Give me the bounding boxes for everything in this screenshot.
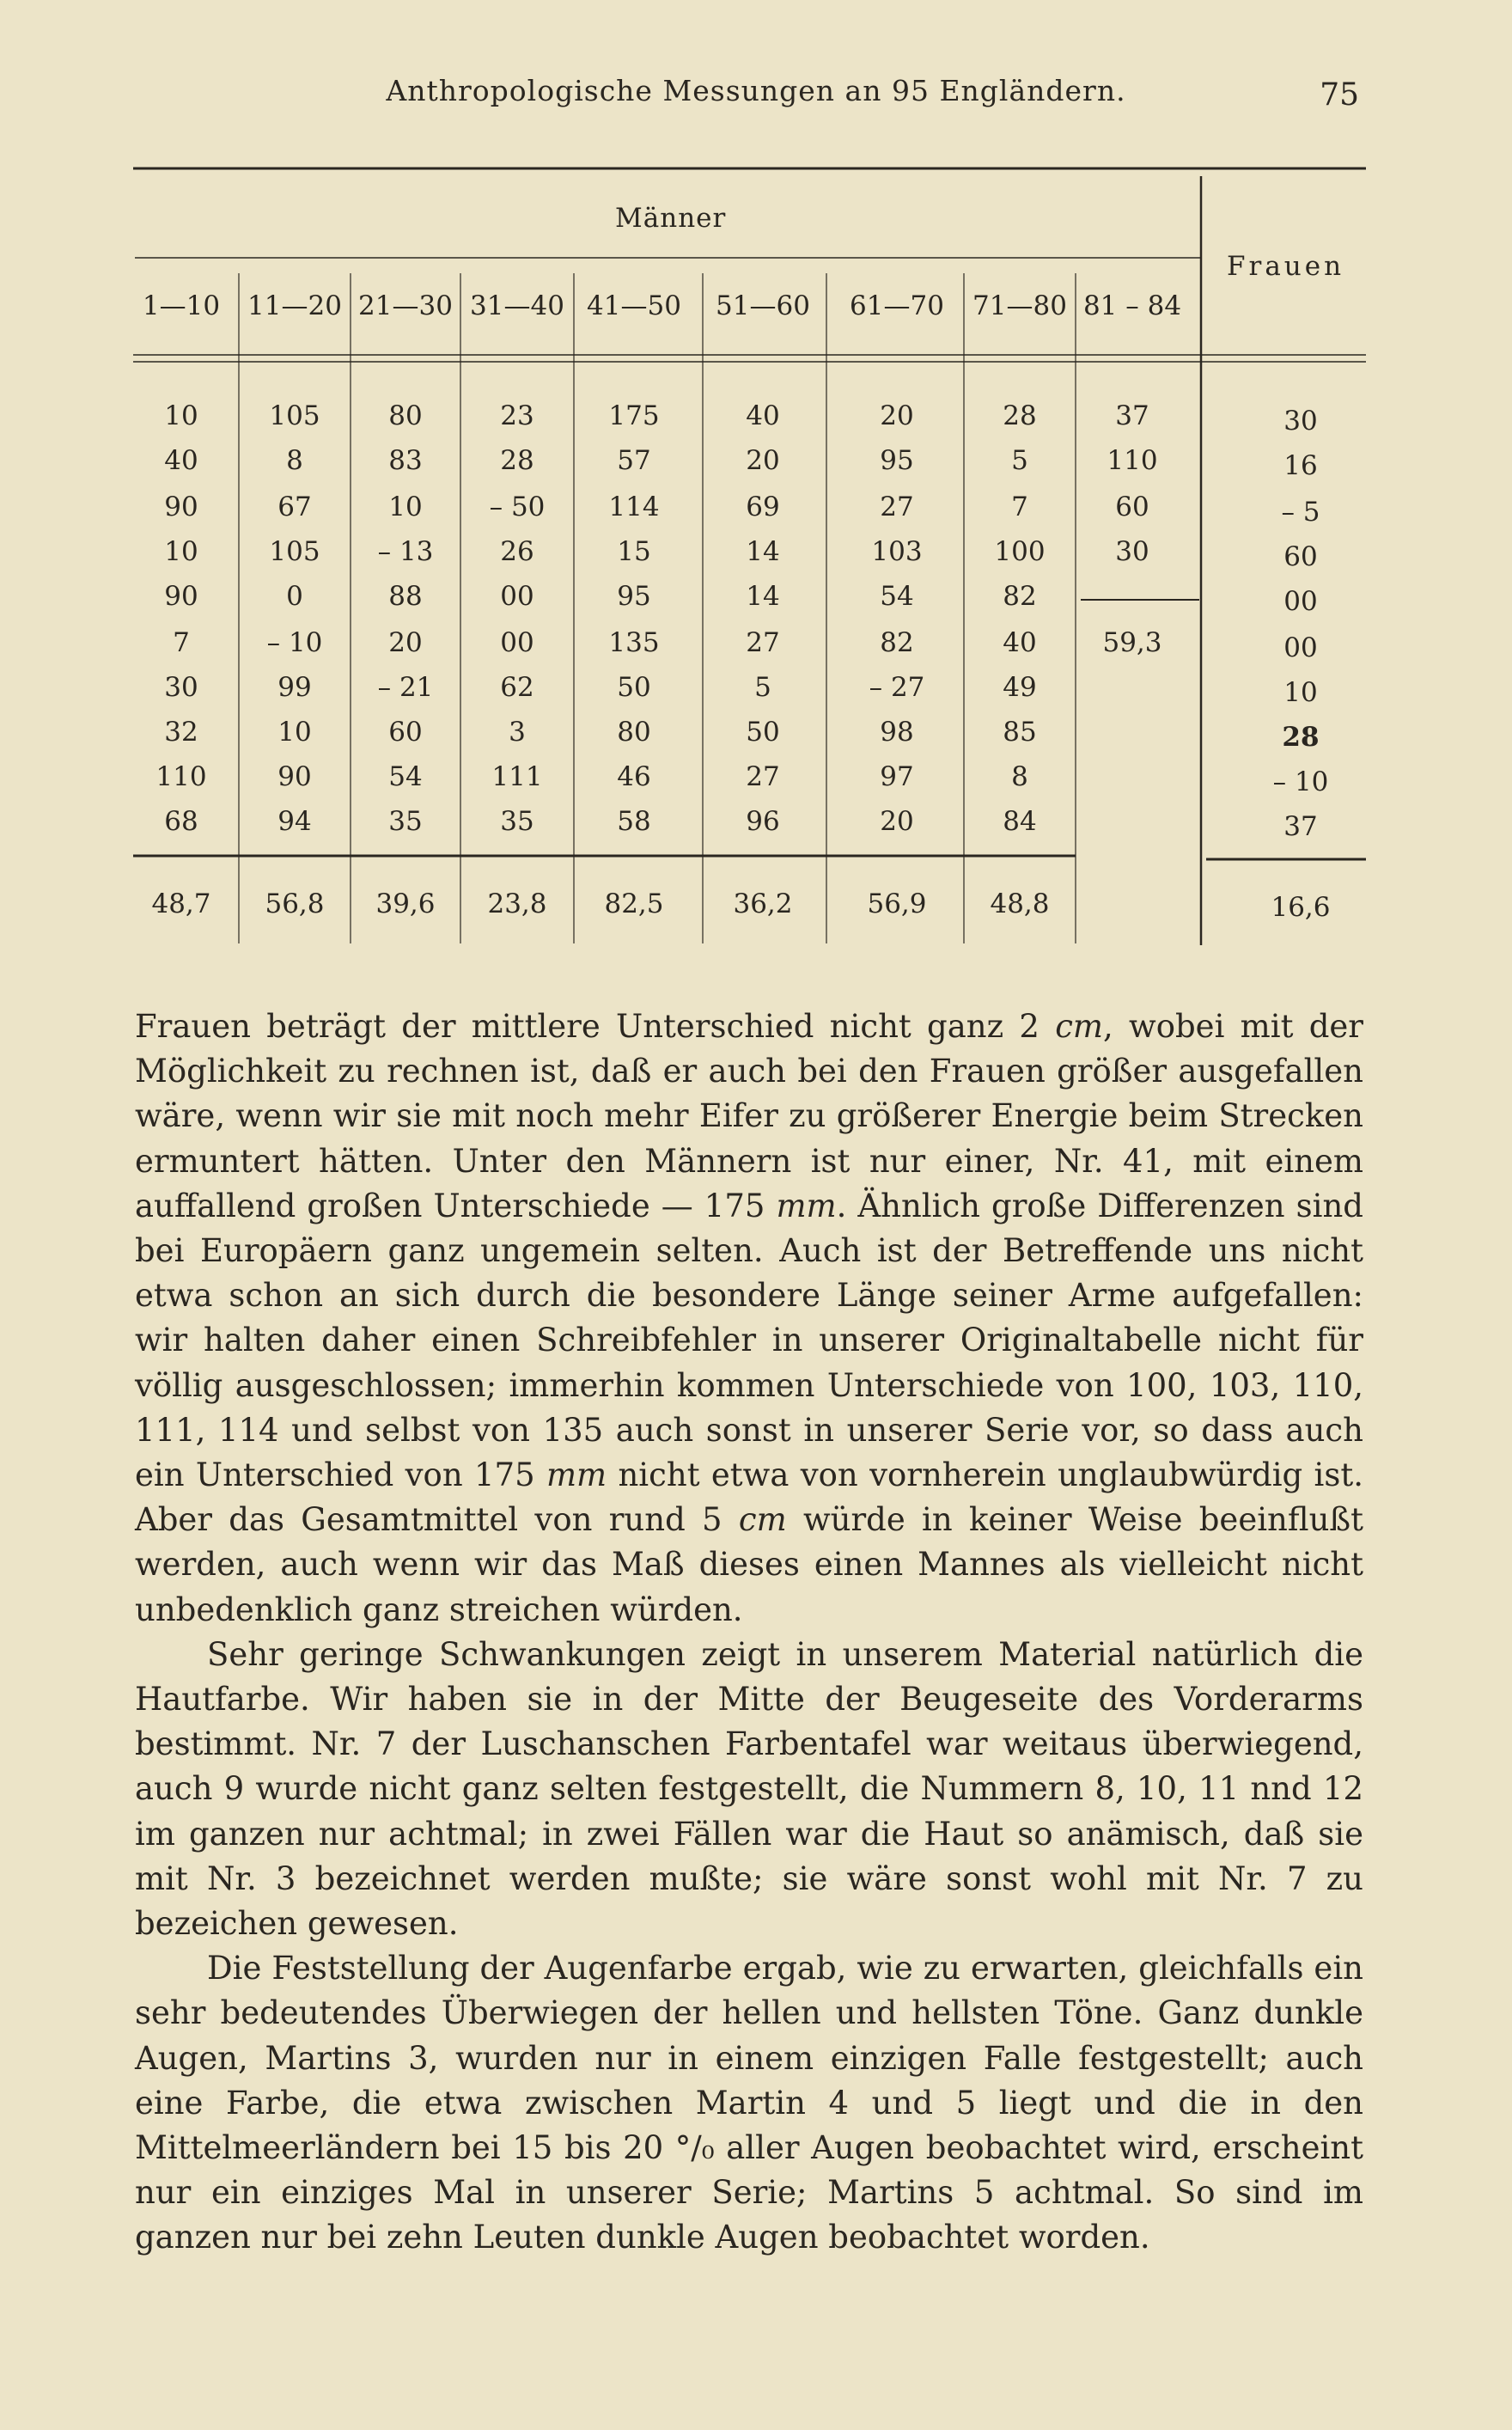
table-cell: 00: [500, 627, 534, 658]
paragraph-text: . Ähnlich große Differenzen sind bei Europäern ganz ungemein selten. Auch ist der Betreffende uns nicht etwa schon an sich durch die besondere Länge seiner Arme aufgefallen: wir halten daher einen Schreibfehler in unserer Originaltabelle nicht für völlig ausgeschlossen; immerhin kommen Unterschiede von 100, 103, 110, 111, 114 und selbst von 135 auch sonst in unserer Serie vor, so dass auch ein Unterschied von 175: [135, 1187, 1363, 1494]
running-title: Anthropologische Messungen an 95 Engländern.: [386, 74, 1126, 107]
table-cell: – 27: [869, 672, 925, 703]
table-cell: 3: [509, 717, 526, 748]
table-cell: – 13: [377, 536, 434, 567]
column-mean: 39,6: [375, 888, 436, 919]
column-header: 61—70: [850, 290, 944, 321]
table-cell: 105: [269, 536, 320, 567]
table-cell: 7: [1011, 491, 1028, 522]
table-cell: 60: [388, 717, 423, 748]
table-cell: 54: [388, 761, 423, 792]
column-mean: 56,9: [867, 888, 927, 919]
table-cell: 50: [617, 672, 651, 703]
table-cell: 14: [746, 536, 780, 567]
table-cell: – 10: [266, 627, 323, 658]
frauen-cell: 60: [1283, 541, 1318, 572]
column-header: 1—10: [142, 290, 221, 321]
table-cell: 5: [754, 672, 771, 703]
table-cell: 135: [608, 627, 660, 658]
table-cell: 110: [155, 761, 207, 792]
table-cell: 8: [1011, 761, 1028, 792]
table-cell: 40: [164, 445, 198, 476]
table-cell: 99: [277, 672, 312, 703]
table-cell: 10: [277, 717, 312, 748]
column-mean: 56,8: [265, 888, 325, 919]
frauen-cell: – 5: [1281, 497, 1320, 528]
table-cell: 69: [746, 491, 780, 522]
table-cell: 80: [388, 400, 423, 431]
table-cell: 90: [164, 581, 198, 612]
frauen-cell: 28: [1282, 722, 1320, 753]
table-cell: 96: [746, 806, 780, 837]
column-header: 81 – 84: [1082, 290, 1182, 321]
table-cell: 00: [500, 581, 534, 612]
table-cell: 46: [617, 761, 651, 792]
column-header: 51—60: [716, 290, 810, 321]
table-cell: 14: [746, 581, 780, 612]
column-header: 31—40: [470, 290, 564, 321]
column-header: 41—50: [587, 290, 681, 321]
column-mean: 23,8: [487, 888, 547, 919]
unit-text: mm: [546, 1456, 607, 1494]
table-cell: – 50: [489, 491, 546, 522]
paragraph-text: , wobei mit der Möglichkeit zu rechnen ist, daß er auch bei den Frauen größer ausgefallen wäre, wenn wir sie mit noch mehr Eifer zu größerer Energie beim Strecken ermuntert hätten. Unter den Männern ist nur einer, Nr. 41, mit einem auffallend großen Unterschiede — 175: [135, 1008, 1363, 1224]
paragraph-text: Die Feststellung der Augenfarbe ergab, wie zu erwarten, gleichfalls ein sehr bedeutendes Überwiegen der hellen und hellsten Töne. Ganz dunkle Augen, Martins 3, wurden nur in einem einzigen Falle festgestellt; auch eine Farbe, die etwa zwischen Martin 4 und 5 liegt und die in den Mittelmeerländern bei 15 bis 20 °/₀ aller Augen beobachtet wird, erscheint nur ein einziges Mal in unserer Serie; Martins 5 achtmal. So sind im ganzen nur bei zehn Leuten dunkle Augen beobachtet worden.: [135, 1950, 1363, 2256]
table-cell: 111: [491, 761, 543, 792]
paragraph: [135, 1946, 1363, 2260]
table-cell: 85: [1003, 717, 1037, 748]
frauen-mean: 16,6: [1271, 892, 1331, 923]
paragraph-text: Frauen beträgt der mittlere Unterschied nicht ganz 2: [135, 1008, 1056, 1045]
table-cell: 90: [164, 491, 198, 522]
table-cell: 83: [388, 445, 423, 476]
measurement-table: [0, 0, 1512, 962]
table-cell: 28: [1003, 400, 1037, 431]
table-cell: 58: [617, 806, 651, 837]
table-cell: 28: [500, 445, 534, 476]
table-cell: 5: [1011, 445, 1028, 476]
table-cell: 88: [388, 581, 423, 612]
table-cell: 60: [1115, 491, 1149, 522]
men-group-label: Männer: [615, 203, 727, 234]
table-cell: 94: [277, 806, 312, 837]
column-header: 21—30: [358, 290, 453, 321]
table-cell: 97: [880, 761, 914, 792]
table-cell: 23: [500, 400, 534, 431]
table-cell: 98: [880, 717, 914, 748]
frauen-cell: 00: [1283, 632, 1318, 663]
table-cell: 7: [173, 627, 190, 658]
unit-text: mm: [776, 1187, 837, 1224]
table-cell: 30: [164, 672, 198, 703]
page-number: 75: [1320, 77, 1359, 113]
table-cell: 40: [746, 400, 780, 431]
table-cell: 62: [500, 672, 534, 703]
column-mean: 82,5: [604, 888, 664, 919]
table-cell: 90: [277, 761, 312, 792]
column-mean: 36,2: [733, 888, 793, 919]
table-cell: 35: [500, 806, 534, 837]
unit-text: cm: [738, 1501, 787, 1539]
table-cell: 50: [746, 717, 780, 748]
table-cell: 27: [746, 627, 780, 658]
frauen-cell: 00: [1283, 586, 1318, 617]
frauen-column-header: Frauen: [1227, 251, 1345, 282]
table-cell: 15: [617, 536, 651, 567]
frauen-cell: 10: [1283, 677, 1318, 708]
table-cell: 20: [388, 627, 423, 658]
table-cell: 20: [746, 445, 780, 476]
table-cell: 175: [608, 400, 660, 431]
table-cell: 103: [871, 536, 923, 567]
table-cell: 49: [1003, 672, 1037, 703]
table-cell: 10: [164, 536, 198, 567]
frauen-cell: 30: [1283, 406, 1318, 437]
table-cell: 68: [164, 806, 198, 837]
table-cell: 27: [880, 491, 914, 522]
table-cell: 105: [269, 400, 320, 431]
column-mean: 48,7: [151, 888, 211, 919]
column-mean: 59,3: [1102, 627, 1162, 658]
table-cell: 32: [164, 717, 198, 748]
table-cell: – 21: [377, 672, 434, 703]
paragraph-text: nicht etwa von vornherein unglaubwürdig ist. Aber das Gesamtmittel von rund 5: [135, 1456, 1364, 1539]
frauen-cell: 37: [1283, 811, 1318, 842]
table-cell: 40: [1003, 627, 1037, 658]
table-cell: 10: [164, 400, 198, 431]
table-cell: 114: [608, 491, 660, 522]
table-cell: 84: [1003, 806, 1037, 837]
table-cell: 95: [617, 581, 651, 612]
table-cell: 26: [500, 536, 534, 567]
column-header: 71—80: [972, 290, 1067, 321]
table-cell: 110: [1107, 445, 1158, 476]
table-cell: 30: [1115, 536, 1149, 567]
unit-text: cm: [1055, 1008, 1104, 1045]
table-cell: 20: [880, 400, 914, 431]
table-cell: 8: [286, 445, 303, 476]
table-cell: 82: [880, 627, 914, 658]
table-cell: 82: [1003, 581, 1037, 612]
body-text: [135, 1004, 1363, 2261]
column-header: 11—20: [247, 290, 342, 321]
table-cell: 100: [994, 536, 1046, 567]
table-cell: 20: [880, 806, 914, 837]
paragraph: [135, 1633, 1363, 1946]
column-mean: 48,8: [990, 888, 1050, 919]
frauen-cell: – 10: [1272, 766, 1329, 797]
table-cell: 37: [1115, 400, 1149, 431]
paragraph-text: Sehr geringe Schwankungen zeigt in unserem Material natürlich die Hautfarbe. Wir haben sie in der Mitte der Beugeseite des Vorderarms bestimmt. Nr. 7 der Luschanschen Farbentafel war weitaus überwiegend, auch 9 wurde nicht ganz selten festgestellt, die Nummern 8, 10, 11 nnd 12 im ganzen nur achtmal; in zwei Fällen war die Haut so anämisch, daß sie mit Nr. 3 bezeichnet werden mußte; sie wäre sonst wohl mit Nr. 7 zu bezeichen gewesen.: [135, 1635, 1363, 1943]
table-cell: 54: [880, 581, 914, 612]
frauen-cell: 16: [1283, 450, 1318, 481]
table-cell: 57: [617, 445, 651, 476]
paragraph-text: würde in keiner Weise beeinflußt werden, auch wenn wir das Maß dieses einen Mannes als vielleicht nicht unbedenklich ganz streichen würden.: [135, 1501, 1363, 1628]
table-cell: 95: [880, 445, 914, 476]
table-cell: 27: [746, 761, 780, 792]
table-cell: 0: [286, 581, 303, 612]
table-cell: 10: [388, 491, 423, 522]
table-cell: 67: [277, 491, 312, 522]
table-cell: 35: [388, 806, 423, 837]
table-cell: 80: [617, 717, 651, 748]
paragraph: [135, 1004, 1363, 1633]
